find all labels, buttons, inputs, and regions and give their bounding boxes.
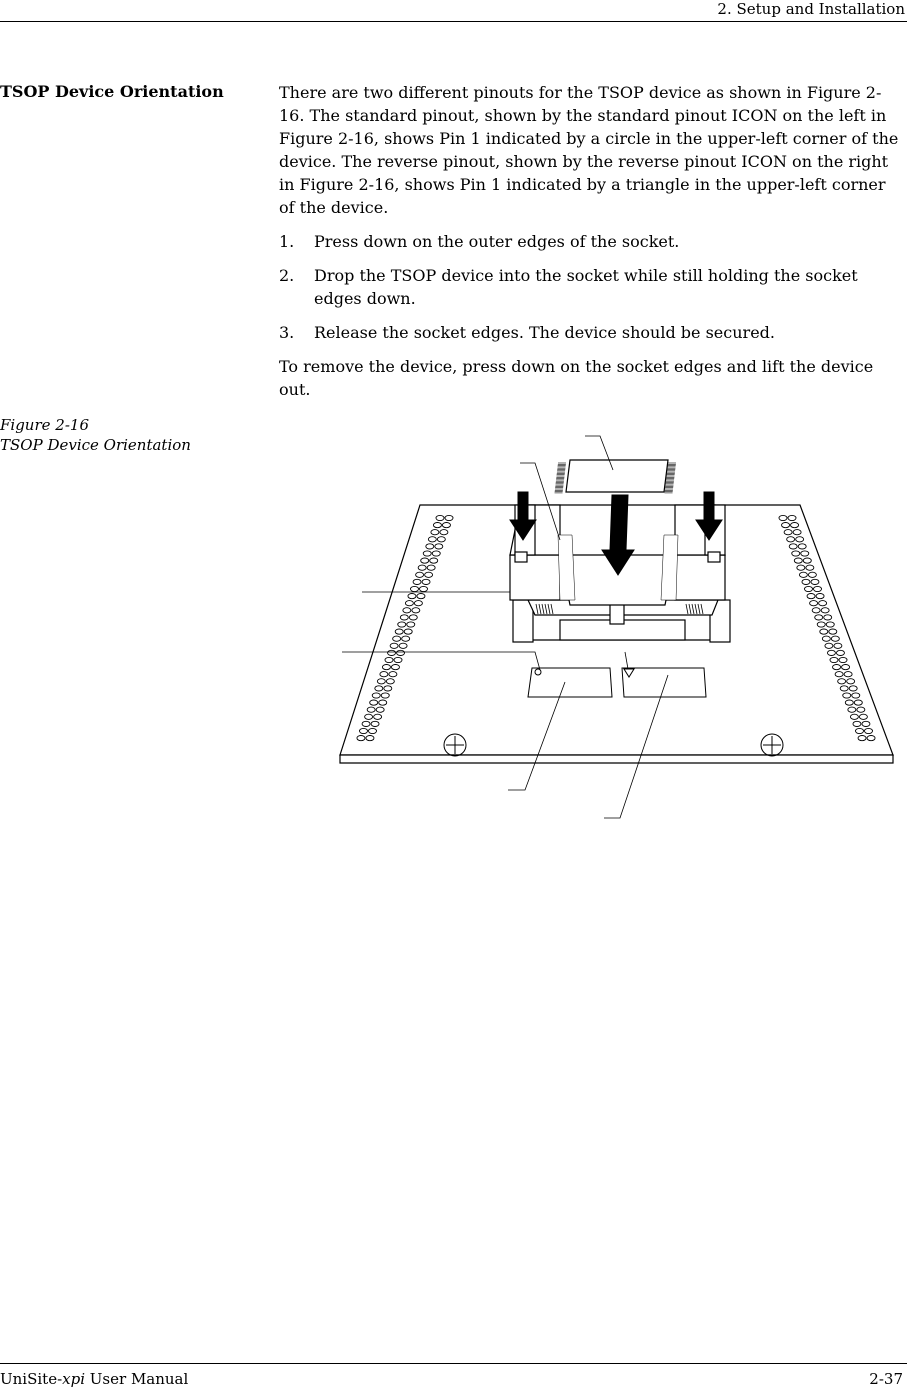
body-text [279,81,905,412]
footer-manual-suffix: User Manual [85,1370,189,1388]
footer-manual-title [0,1370,188,1388]
footer-manual-italic: xpi [62,1370,86,1388]
footer-page-number: 2-37 [869,1370,903,1388]
running-head: 2. Setup and Installation [717,0,905,18]
tsop-socket-illustration [330,425,907,825]
footer-manual-prefix: UniSite- [0,1370,63,1388]
step-item [279,230,905,253]
reverse-pinout-icon [622,668,706,697]
socket-pins-left [558,535,575,600]
mounting-screw-left [444,734,466,756]
intro-paragraph: There are two different pinouts for the TSOP device as shown in Figure 2-16. The standard pinout, shown by the standard pinout ICON on the left in Figure 2-16, shows Pin 1 indicated by a circle in the upper-left corner of the device. The reverse pinout, shown by the reverse pinout ICON on the right in Figure 2-16, shows Pin 1 indicated by a triangle in the upper-left corner of the device. [279,83,899,217]
step-text: Drop the TSOP device into the socket while still holding the socket edges down. [314,266,858,308]
step-item [279,321,905,344]
figure-title: TSOP Device Orientation [0,436,191,454]
figure-caption [0,415,191,455]
mounting-screw-right [761,734,783,756]
step-text: Release the socket edges. The device should be secured. [314,323,775,342]
step-number: 1. [279,232,295,251]
footer-rule [0,1363,907,1364]
header-rule [0,21,907,22]
outro-paragraph: To remove the device, press down on the socket edges and lift the device out. [279,357,874,399]
step-item [279,264,905,310]
step-number: 3. [279,323,295,342]
tsop-device [555,460,676,493]
step-text: Press down on the outer edges of the socket. [314,232,680,251]
step-number: 2. [279,266,295,285]
figure-label: Figure 2-16 [0,416,89,434]
section-title: TSOP Device Orientation [0,82,224,101]
socket-pins-right [661,535,678,600]
steps-list [279,230,905,344]
